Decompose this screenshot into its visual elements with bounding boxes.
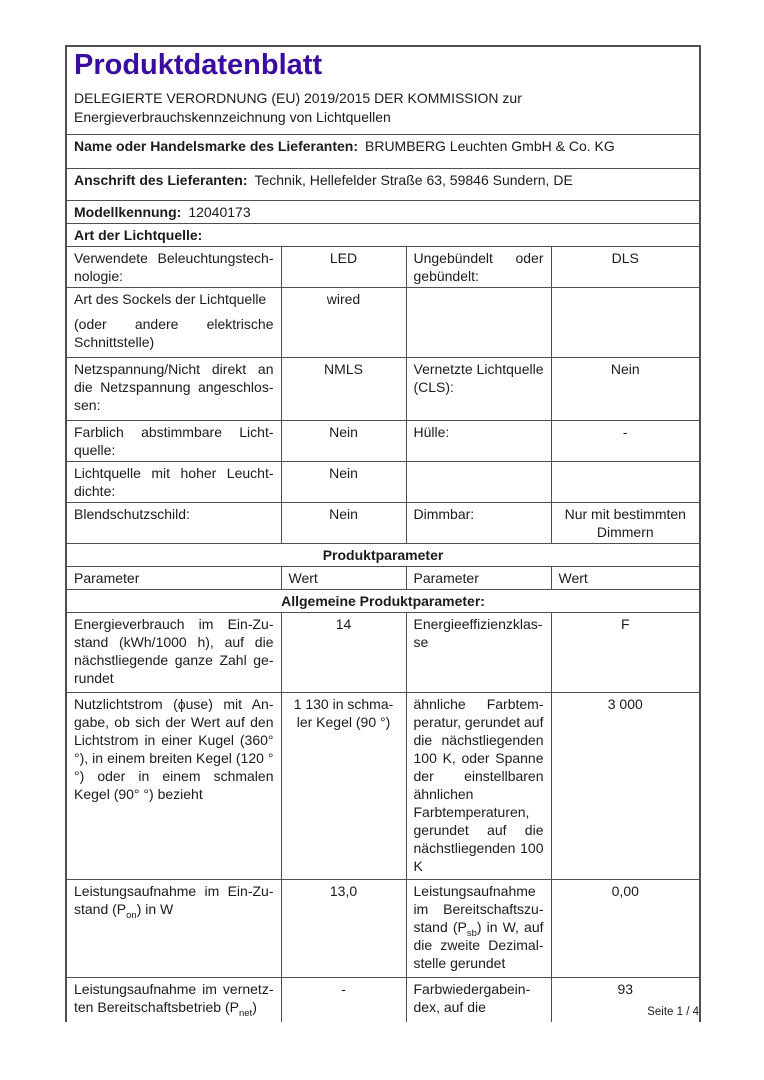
param-cell: Energieverbrauch im Ein-Zustand (kWh/1000 h), auf die nächstliegende ganze Zahl gerundet [66, 612, 281, 692]
param-cell: Vernetzte Lichtquelle (CLS): [406, 357, 551, 420]
value-cell: DLS [551, 246, 700, 287]
table-row [66, 612, 700, 692]
table-row [66, 287, 700, 357]
table-row [66, 357, 700, 420]
param-cell: Leistungsaufnahme im Bereitschaftszustand $(P_{sb})$ in W, auf die zweite Dezimalstelle gerundet [406, 879, 551, 977]
page-number: Seite 1 / 4 [647, 1006, 699, 1018]
param-cell: Netzspannung/Nicht direkt an die Netzspannung angeschlossen: [66, 357, 281, 420]
datasheet [65, 45, 699, 1022]
supplier-name-label: Name oder Handelsmarke des Lieferanten: [74, 137, 358, 154]
subsection-title-allgemeine: Allgemeine Produktparameter: [66, 589, 700, 612]
param-cell: Lichtquelle mit hoher Leuchtdichte: [66, 461, 281, 502]
subscript: sb [466, 927, 477, 939]
supplier-name-row [66, 134, 700, 168]
column-header-row [66, 566, 700, 589]
value-cell: Nur mit bestimmten Dimmern [551, 502, 700, 543]
param-cell: Leistungsaufnahme im Ein-Zustand $(P_{on})$ in W [66, 879, 281, 977]
value-cell: Nein [281, 502, 406, 543]
value-cell: 0,00 [551, 879, 700, 977]
value-cell: NMLS [281, 357, 406, 420]
param-cell: Ungebündelt oder gebündelt: [406, 246, 551, 287]
param-cell: Blendschutzschild: [66, 502, 281, 543]
table-row [66, 879, 700, 977]
supplier-address-value: Technik, Hellefelder Straße 63, 59846 Sundern, DE [254, 171, 573, 188]
model-id-row [66, 200, 700, 223]
subscript: net [238, 1007, 253, 1019]
param-line-2: (oder andere elektrische Schnittstelle) [74, 315, 274, 350]
param-cell [406, 461, 551, 502]
supplier-address-label: Anschrift des Lieferanten: [74, 171, 248, 188]
column-header: Parameter [406, 566, 551, 589]
value-cell: wired [281, 287, 406, 357]
value-cell: 3 000 [551, 692, 700, 879]
table-row [66, 461, 700, 502]
param-cell [406, 287, 551, 357]
page-title: Produktdatenblatt [74, 49, 323, 81]
param-cell [66, 287, 281, 357]
column-header: Parameter [66, 566, 281, 589]
param-cell: Verwendete Beleuchtungstechnologie: [66, 246, 281, 287]
value-cell: - [281, 977, 406, 1022]
value-cell: 1 130 in schmaler Kegel (90 °) [281, 692, 406, 879]
table-row [66, 692, 700, 879]
value-cell: F [551, 612, 700, 692]
param-cell: Leistungsaufnahme im vernetzten Bereitschaftsbetrieb $(P_{net})$ [66, 977, 281, 1022]
param-cell: Energieeffizienzklasse [406, 612, 551, 692]
regulation-text: DELEGIERTE VERORDNUNG (EU) 2019/2015 DER KOMMISSION zur Energieverbrauchskennzeichnung von Lichtquellen [74, 90, 522, 125]
light-source-heading: Art der Lichtquelle: [66, 223, 700, 246]
model-id-value: 12040173 [188, 203, 251, 220]
column-header: Wert [551, 566, 700, 589]
table-row [66, 420, 700, 461]
table-row [66, 246, 700, 287]
value-cell: Nein [281, 420, 406, 461]
value-cell: 93 [551, 977, 700, 1022]
section-title-produktparameter: Produktparameter [66, 543, 700, 566]
param-cell: Hülle: [406, 420, 551, 461]
value-cell [551, 461, 700, 502]
param-cell: ähnliche Farbtemperatur, gerundet auf die nächstliegenden 100 K, oder Spanne der einstellbaren ähnlichen Farbtemperaturen, gerundet auf die nächstliegenden 100 K [406, 692, 551, 879]
model-id-label: Modellkennung: [74, 203, 182, 220]
header-block [66, 46, 700, 134]
value-cell: - [551, 420, 700, 461]
value-cell: LED [281, 246, 406, 287]
param-line-1: Art des Sockels der Lichtquelle [74, 290, 267, 307]
param-cell: Nutzlichtstrom (ϕuse) mit Angabe, ob sich der Wert auf den Lichtstrom in einer Kugel (360° °), in einem breiten Kegel (120 °°) oder in einem schmalen Kegel (90° °) bezieht [66, 692, 281, 879]
param-cell: Farbwiedergabeindex, auf die [406, 977, 551, 1022]
supplier-address-row [66, 168, 700, 200]
param-cell: Farblich abstimmbare Lichtquelle: [66, 420, 281, 461]
value-cell: 14 [281, 612, 406, 692]
value-cell: 13,0 [281, 879, 406, 977]
param-cell: Dimmbar: [406, 502, 551, 543]
value-cell [551, 287, 700, 357]
column-header: Wert [281, 566, 406, 589]
table-row [66, 502, 700, 543]
value-cell: Nein [281, 461, 406, 502]
value-cell: Nein [551, 357, 700, 420]
supplier-name-value: BRUMBERG Leuchten GmbH & Co. KG [365, 137, 615, 154]
subscript: on [126, 909, 137, 921]
datasheet-table [65, 45, 701, 1022]
